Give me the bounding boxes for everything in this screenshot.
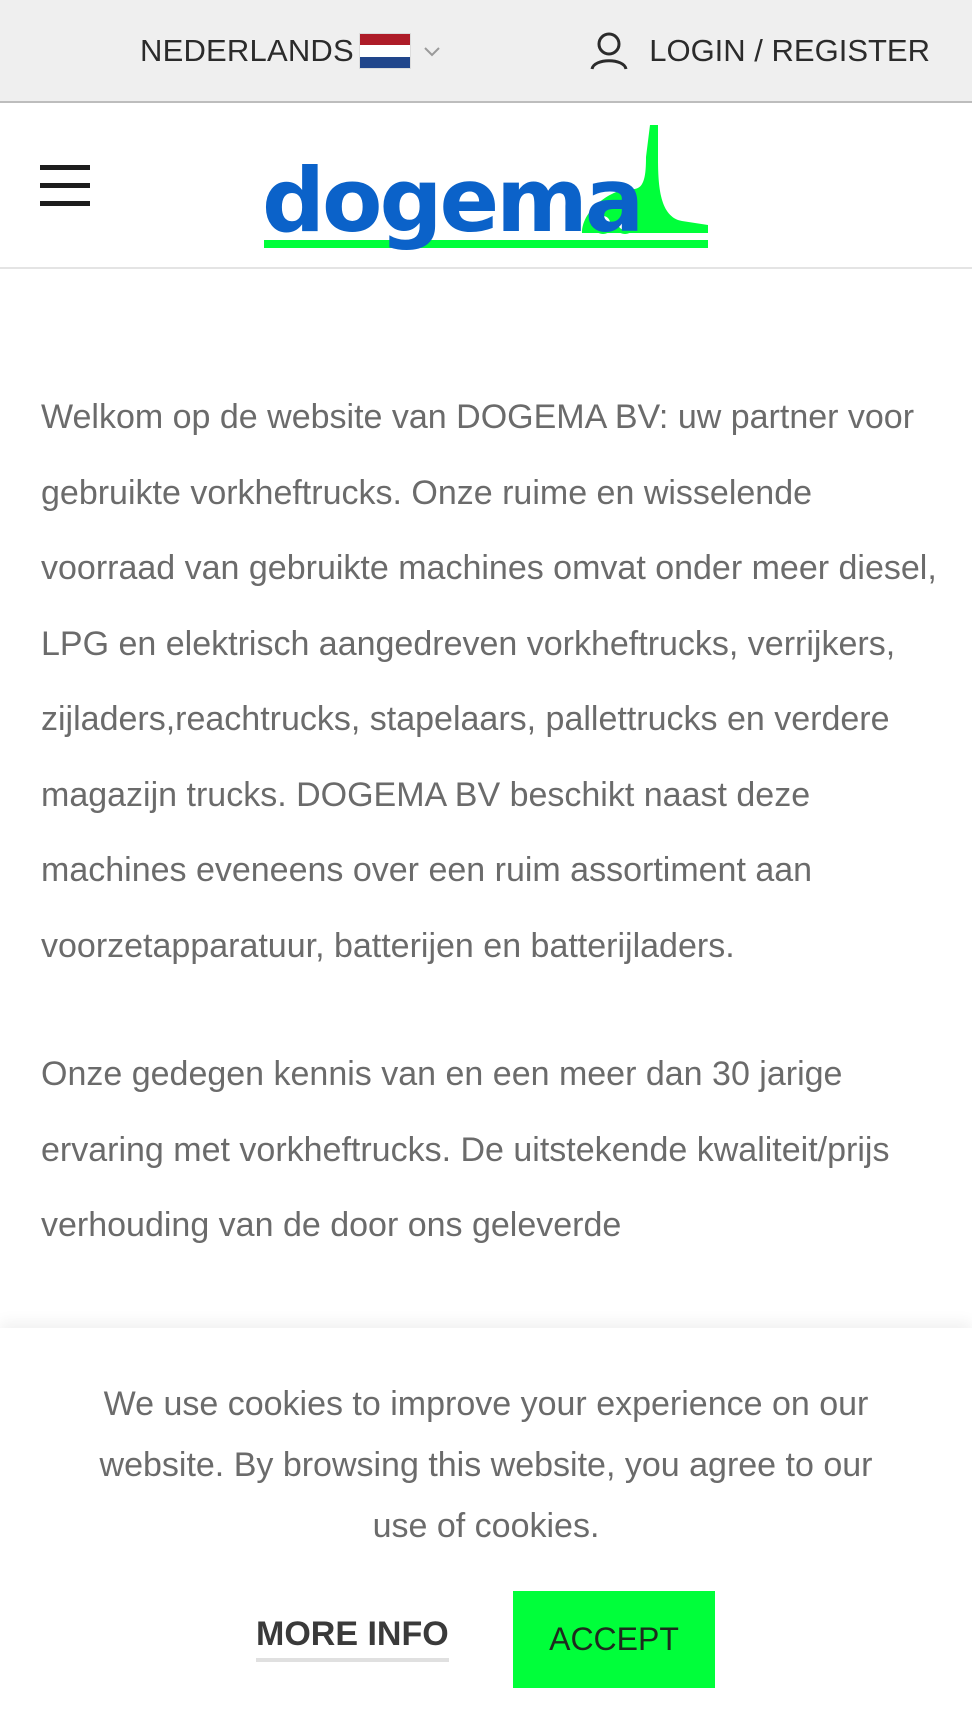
cookie-banner	[0, 1328, 972, 1728]
more-info-link[interactable]: MORE INFO	[256, 1615, 449, 1662]
login-register-label: LOGIN / REGISTER	[649, 33, 930, 68]
user-icon	[589, 31, 629, 71]
top-bar	[0, 0, 972, 103]
intro-paragraph: Welkom op de website van DOGEMA BV: uw partner voor gebruikte vorkheftrucks. Onze ruime en wisselende voorraad van gebruikte machines omvat onder meer diesel, LPG en elektrisch aangedreven vorkheftrucks, verrijkers, zijladers,reachtrucks, stapelaars, pallettrucks en verdere magazijn trucks. DOGEMA BV beschikt naast deze machines eveneens over een ruim assortiment aan voorzetapparatuur, batterijen en batterijladers.	[41, 398, 937, 965]
dogema-logo[interactable]	[262, 117, 712, 257]
site-header	[0, 103, 972, 269]
accept-cookies-button[interactable]: ACCEPT	[513, 1591, 715, 1688]
intro-paragraph: Onze gedegen kennis van en een meer dan 30 jarige ervaring met vorkheftrucks. De uitstekende kwaliteit/prijs verhouding van de door ons geleverde	[41, 1055, 890, 1244]
cookie-message: We use cookies to improve your experience on our website. By browsing this website, you agree to our use of cookies.	[99, 1385, 873, 1545]
logo-text: dogema	[262, 149, 642, 252]
intro-content	[41, 380, 941, 1317]
language-selector[interactable]	[140, 30, 442, 72]
language-label: NEDERLANDS	[140, 33, 354, 68]
hamburger-menu-icon[interactable]	[40, 165, 90, 207]
login-register-link[interactable]	[589, 30, 930, 72]
netherlands-flag-icon	[360, 34, 410, 68]
chevron-down-icon	[422, 41, 442, 61]
